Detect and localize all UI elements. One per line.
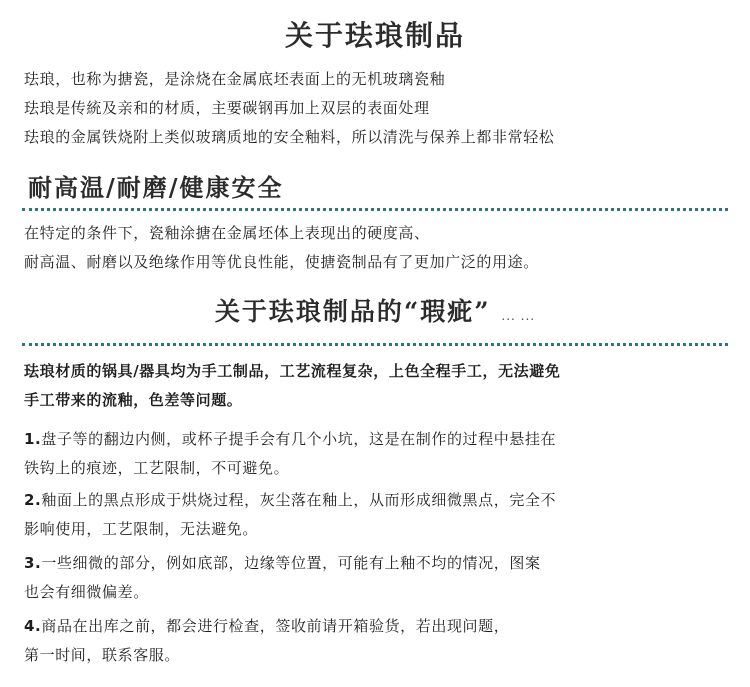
- flaws-title-ellipsis: ... ...: [501, 309, 536, 323]
- flaws-title-text: 关于珐琅制品的“瑕疵”: [214, 297, 491, 326]
- intro-line: 珐琅，也称为搪瓷，是涂烧在金属底坯表面上的无机玻璃瓷釉: [24, 70, 446, 88]
- note-item: [24, 612, 734, 670]
- note-line: 第一时间，联系客服。: [24, 646, 181, 664]
- note-line: 商品在出库之前，都会进行检查，签收前请开箱验货，若出现问题，: [41, 617, 510, 635]
- dotted-divider: [22, 343, 728, 346]
- page-title: 关于珐琅制品: [284, 19, 465, 52]
- flaws-intro-line: 手工带来的流釉，色差等问题。: [24, 391, 243, 409]
- intro-line: 珐琅的金属铁烧附上类似玻璃质地的安全釉料，所以清洗与保养上都非常轻松: [24, 128, 555, 146]
- features-line: 在特定的条件下，瓷釉涂搪在金属坯体上表现出的硬度高、: [24, 224, 430, 242]
- section-heading-features: 耐高温/耐磨/健康安全: [28, 173, 284, 202]
- note-number: 3.: [24, 554, 42, 572]
- note-item: [24, 549, 734, 607]
- note-number: 1.: [24, 430, 42, 448]
- section-title-flaws: [0, 292, 750, 328]
- flaws-intro-line: 珐琅材质的锅具/器具均为手工制品，工艺流程复杂，上色全程手工，无法避免: [24, 362, 561, 380]
- note-line: 盘子等的翻边内侧，或杯子提手会有几个小坑，这是在制作的过程中悬挂在: [41, 430, 557, 448]
- dotted-divider: [22, 208, 728, 211]
- flaws-intro-paragraph: [24, 357, 734, 415]
- note-line: 釉面上的黑点形成于烘烧过程，灰尘落在釉上，从而形成细微黑点，完全不: [41, 491, 557, 509]
- intro-line: 珐琅是传統及亲和的材质，主要碳钢再加上双层的表面处理: [24, 99, 430, 117]
- note-number: 4.: [24, 617, 42, 635]
- note-line: 也会有细微偏差。: [24, 583, 149, 601]
- note-item: [24, 486, 734, 544]
- features-line: 耐高温、耐磨以及绝缘作用等优良性能，使搪瓷制品有了更加广泛的用途。: [24, 253, 539, 271]
- features-paragraph: [24, 219, 734, 277]
- intro-paragraph: [24, 65, 734, 152]
- note-line: 一些细微的部分，例如底部，边缘等位置，可能有上釉不均的情况，图案: [41, 554, 541, 572]
- note-line: 铁钩上的痕迹，工艺限制，不可避免。: [24, 459, 290, 477]
- note-line: 影响使用，工艺限制，无法避免。: [24, 520, 259, 538]
- note-number: 2.: [24, 491, 42, 509]
- note-item: [24, 425, 734, 483]
